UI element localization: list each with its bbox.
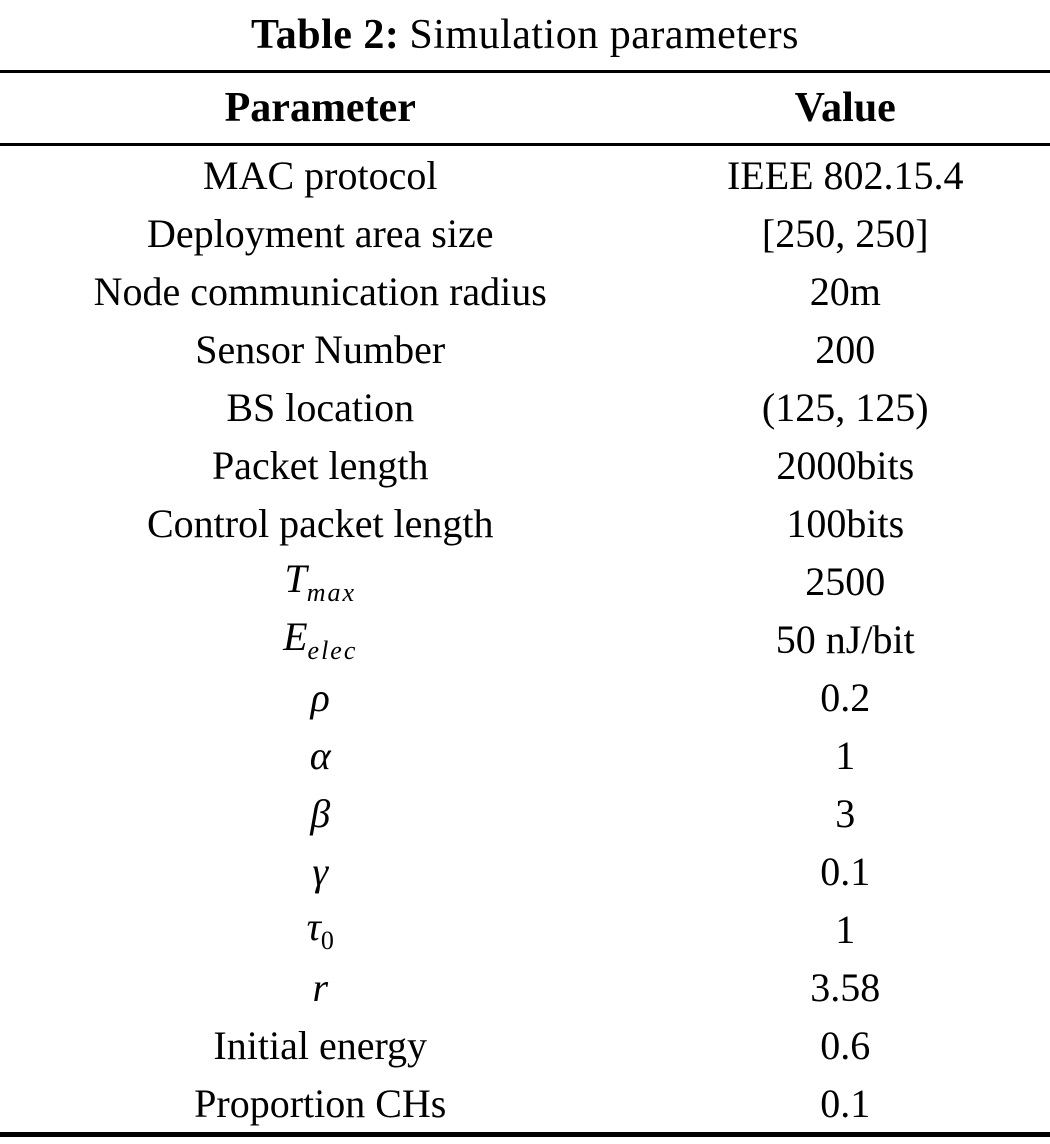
- table-row: [0, 1074, 1050, 1132]
- value-cell: 0.2: [820, 674, 871, 720]
- table-row: [0, 958, 1050, 1016]
- table-row: [0, 552, 1050, 610]
- table-row: [0, 494, 1050, 552]
- table-row: [0, 900, 1050, 958]
- param-subscript: 0: [320, 925, 334, 955]
- table-row: [0, 610, 1050, 668]
- value-cell: 1: [835, 732, 856, 778]
- table-row: [0, 726, 1050, 784]
- param-text: Packet length: [211, 442, 429, 488]
- table-row: [0, 842, 1050, 900]
- table-row: [0, 436, 1050, 494]
- param-symbol: γ: [312, 848, 329, 894]
- table-row: [0, 1016, 1050, 1074]
- param-symbol: ρ: [310, 674, 330, 720]
- table-body: [0, 146, 1050, 1132]
- param-subscript: max: [306, 577, 357, 607]
- param-cell: [0, 152, 641, 199]
- param-symbol: T: [284, 555, 307, 601]
- param-text: MAC protocol: [203, 152, 438, 198]
- param-cell: [0, 268, 641, 315]
- param-cell: [0, 555, 641, 608]
- value-cell: 100bits: [786, 500, 905, 546]
- value-cell: 2000bits: [776, 442, 915, 488]
- param-text: Control packet length: [146, 500, 494, 546]
- value-cell: [250, 250]: [761, 210, 929, 256]
- table-caption-text: Simulation parameters: [409, 12, 799, 58]
- param-cell: [0, 442, 641, 489]
- param-symbol: τ: [306, 903, 321, 949]
- param-cell: [0, 732, 641, 779]
- param-symbol: E: [283, 613, 308, 659]
- param-cell: [0, 964, 641, 1011]
- value-cell: 0.6: [820, 1022, 871, 1068]
- table-caption: [0, 0, 1050, 70]
- table-row: [0, 320, 1050, 378]
- table-row: [0, 784, 1050, 842]
- header-parameter: Parameter: [224, 85, 416, 131]
- param-symbol: α: [309, 732, 331, 778]
- value-cell: (125, 125): [761, 384, 929, 430]
- param-cell: [0, 674, 641, 721]
- param-cell: [0, 848, 641, 895]
- table-row: [0, 262, 1050, 320]
- param-text: Proportion CHs: [194, 1080, 447, 1126]
- param-text: Sensor Number: [195, 326, 446, 372]
- header-value: Value: [794, 85, 896, 131]
- param-cell: [0, 790, 641, 837]
- param-symbol: β: [310, 790, 331, 836]
- param-text: Node communication radius: [93, 268, 547, 314]
- value-cell: 2500: [805, 558, 886, 604]
- value-cell: 50 nJ/bit: [775, 616, 915, 662]
- value-cell: 20m: [809, 268, 881, 314]
- param-cell: [0, 1080, 641, 1127]
- table-bottom-rule: [0, 1132, 1050, 1137]
- param-symbol: r: [312, 964, 329, 1010]
- value-cell: IEEE 802.15.4: [726, 152, 964, 198]
- param-subscript: elec: [307, 635, 358, 665]
- param-cell: [0, 384, 641, 431]
- param-cell: [0, 613, 641, 666]
- table-caption-label: Table 2:: [251, 12, 400, 58]
- value-cell: 200: [815, 326, 876, 372]
- param-text: Deployment area size: [146, 210, 494, 256]
- value-cell: 1: [835, 906, 856, 952]
- value-cell: 3: [835, 790, 856, 836]
- value-cell: 0.1: [820, 848, 871, 894]
- table-row: [0, 204, 1050, 262]
- param-text: BS location: [226, 384, 415, 430]
- table-row: [0, 668, 1050, 726]
- param-cell: [0, 500, 641, 547]
- table-header-row: [0, 73, 1050, 143]
- param-text: Initial energy: [213, 1022, 428, 1068]
- value-cell: 3.58: [810, 964, 881, 1010]
- table-row: [0, 146, 1050, 204]
- param-cell: [0, 903, 641, 956]
- param-cell: [0, 326, 641, 373]
- param-cell: [0, 210, 641, 257]
- value-cell: 0.1: [820, 1080, 871, 1126]
- table-row: [0, 378, 1050, 436]
- param-cell: [0, 1022, 641, 1069]
